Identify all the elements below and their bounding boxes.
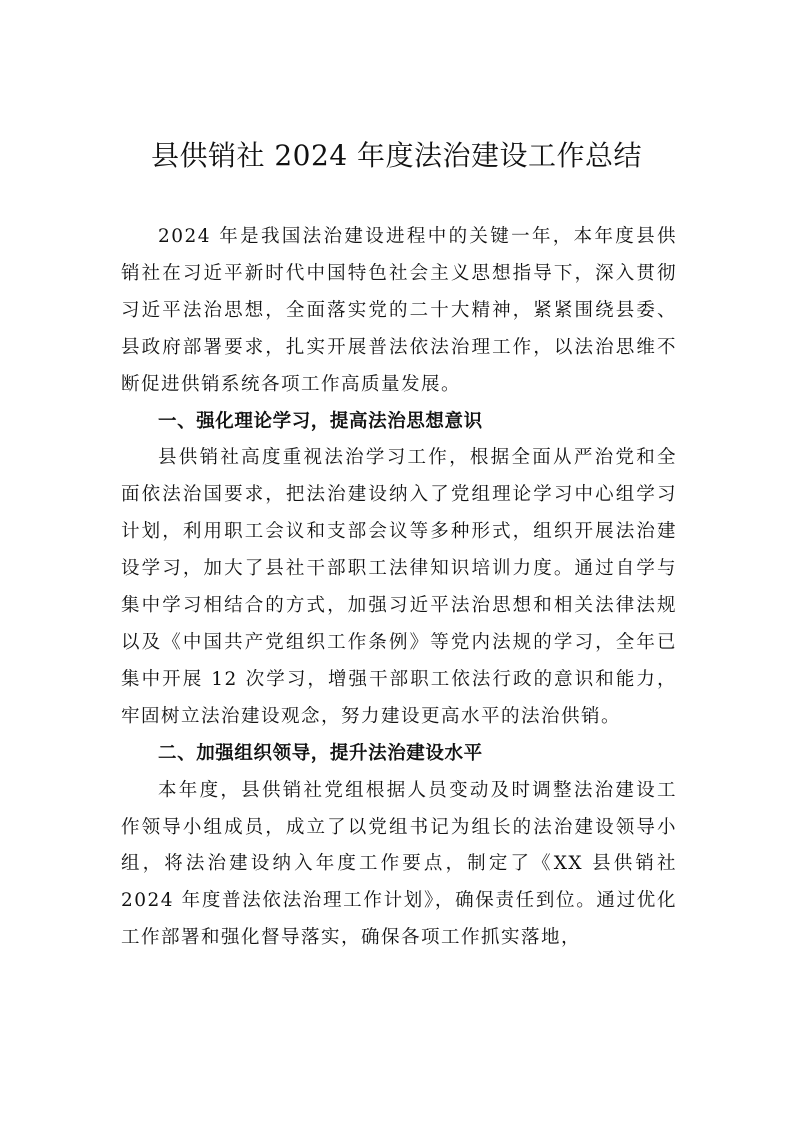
section-paragraph-2: 本年度，县供销社党组根据人员变动及时调整法治建设工作领导小组成员，成立了以党组书记为组长的法治建设领导小组，将法治建设纳入年度工作要点，制定了《XX 县供销社 2024 年度普法依法治理工作计划》，确保责任到位。通过优化工作部署和强化督导落实，确保各项工作抓实落地， xyxy=(121,779,677,949)
document-body xyxy=(121,219,677,957)
section-heading-2: 二、加强组织领导，提升法治建设水平 xyxy=(158,742,483,764)
section-heading-1: 一、强化理论学习，提高法治思想意识 xyxy=(158,410,483,432)
section-paragraph-1: 县供销社高度重视法治学习工作，根据全面从严治党和全面依法治国要求，把法治建设纳入了党组理论学习中心组学习计划，利用职工会议和支部会议等多种形式，组织开展法治建设学习，加大了县社干部职工法律知识培训力度。通过自学与集中学习相结合的方式，加强习近平法治思想和相关法律法规以及《中国共产党组织工作条例》等党内法规的学习，全年已集中开展 12 次学习，增强干部职工依法行政的意识和能力，牢固树立法治建设观念，努力建设更高水平的法治供销。 xyxy=(121,447,677,727)
intro-paragraph: 2024 年是我国法治建设进程中的关键一年，本年度县供销社在习近平新时代中国特色社会主义思想指导下，深入贯彻习近平法治思想，全面落实党的二十大精神，紧紧围绕县委、县政府部署要求，扎实开展普法依法治理工作，以法治思维不断促进供销系统各项工作高质量发展。 xyxy=(121,226,677,395)
document-title: 县供销社 2024 年度法治建设工作总结 xyxy=(150,139,643,172)
